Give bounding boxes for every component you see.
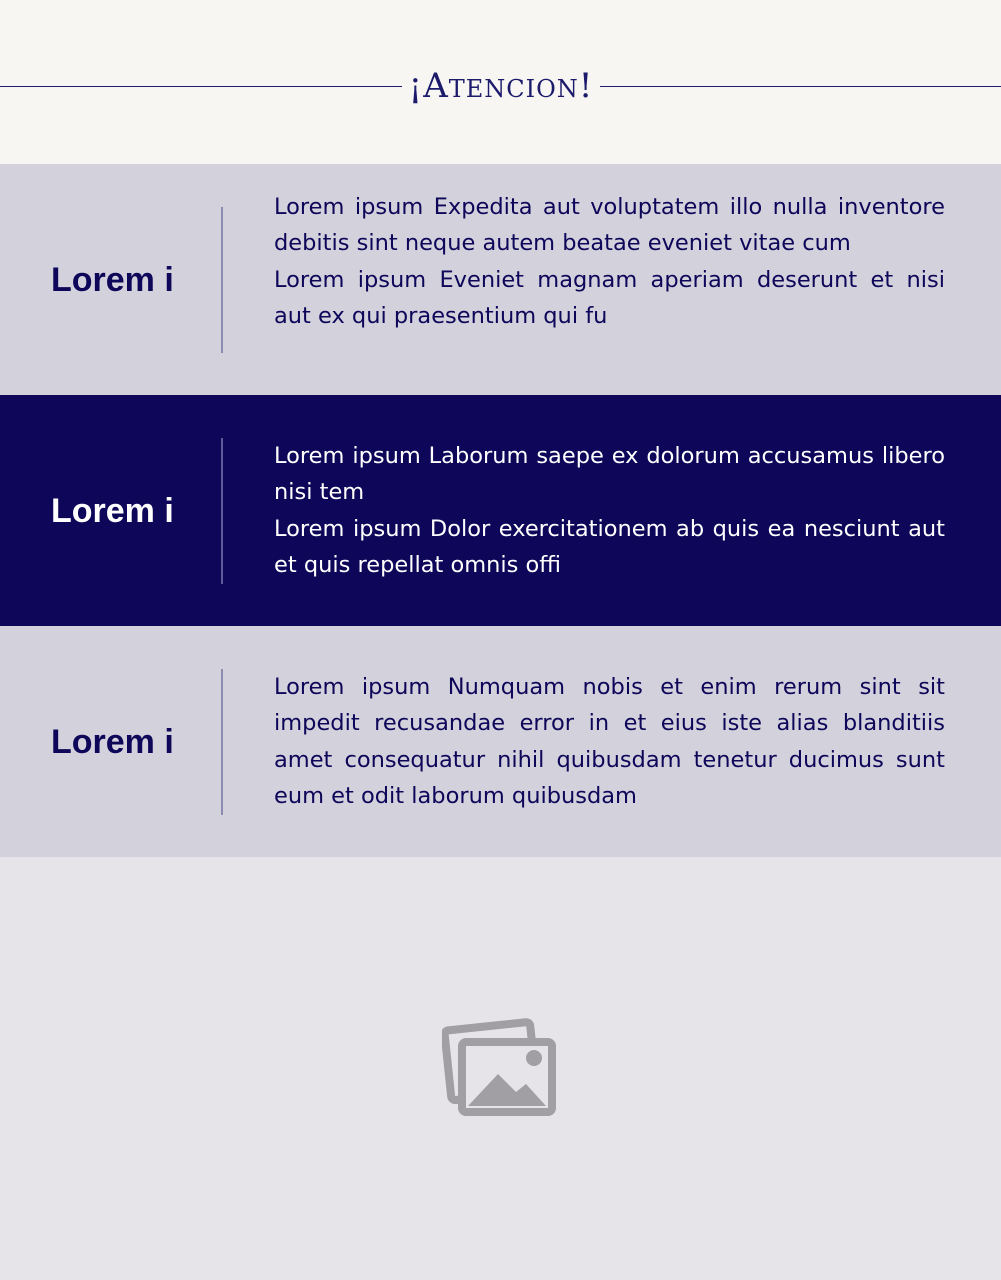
section-text — [274, 669, 945, 814]
section-paragraph: Lorem ipsum Expedita aut voluptatem illo nulla inventore debitis sint neque autem beatae eveniet vitae cum — [274, 194, 945, 257]
section-text — [274, 189, 945, 334]
section-paragraph: Lorem ipsum Laborum saepe ex dolorum accusamus libero nisi tem — [274, 443, 945, 506]
section-divider — [221, 669, 223, 815]
section-label: Lorem i — [51, 492, 174, 530]
section-paragraph: Lorem ipsum Dolor exercitationem ab quis ea nesciunt aut et quis repellat omnis offi — [274, 515, 945, 578]
section-label: Lorem i — [51, 261, 174, 299]
header-rule-left — [0, 86, 402, 87]
section-label: Lorem i — [51, 723, 174, 761]
header — [0, 0, 1001, 164]
section-text — [274, 438, 945, 583]
info-section-1 — [0, 164, 1001, 395]
page-title: ¡Atencion! — [408, 66, 594, 106]
info-section-3 — [0, 626, 1001, 857]
section-divider — [221, 207, 223, 353]
section-paragraph: Lorem ipsum Numquam nobis et enim rerum sint sit impedit recusandae error in et eius iste alias blanditiis amet consequatur nihil quibusdam tenetur ducimus sunt eum et odit laborum quibusdam — [274, 674, 945, 809]
header-rule-right — [600, 86, 1001, 87]
info-section-2 — [0, 395, 1001, 626]
image-placeholder-icon — [442, 1018, 560, 1120]
section-divider — [221, 438, 223, 584]
section-paragraph: Lorem ipsum Eveniet magnam aperiam deserunt et nisi aut ex qui praesentium qui fu — [274, 266, 945, 329]
